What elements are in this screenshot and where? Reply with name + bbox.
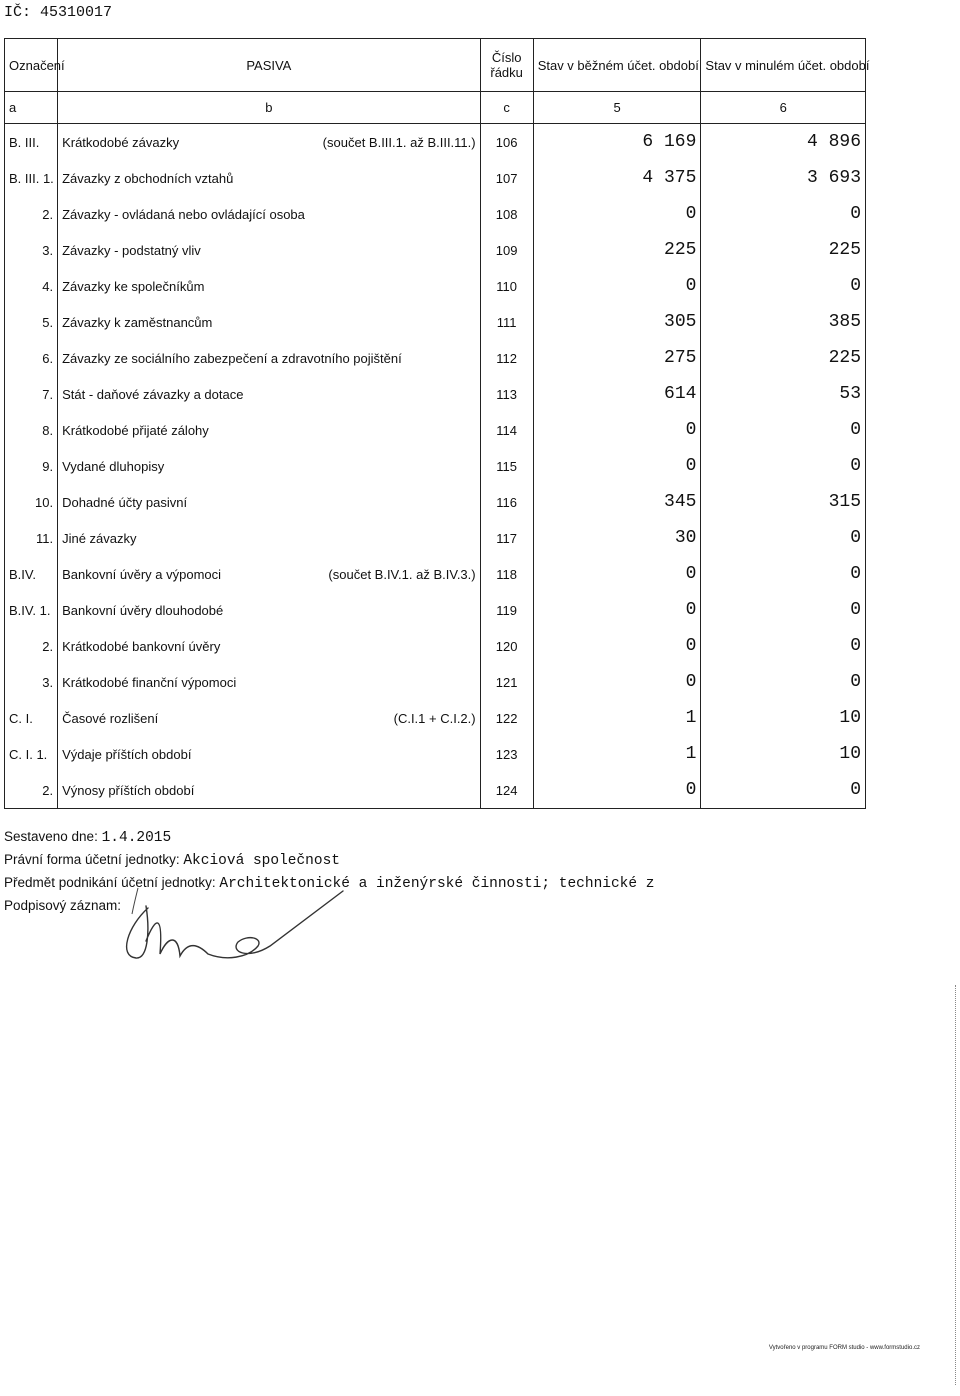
letter-code: a [5, 92, 58, 124]
row-code: C. I. [5, 700, 58, 736]
row-previous-value: 0 [701, 556, 866, 592]
row-previous-value: 10 [701, 700, 866, 736]
row-previous-value: 4 896 [701, 124, 866, 161]
row-label: Závazky k zaměstnancům [62, 314, 213, 330]
row-name [58, 520, 481, 556]
row-current-value: 0 [533, 268, 701, 304]
scan-edge-divider [955, 985, 957, 1385]
row-line-number: 116 [480, 484, 533, 520]
row-name [58, 340, 481, 376]
row-previous-value: 0 [701, 520, 866, 556]
row-label: Jiné závazky [62, 530, 137, 546]
row-line-number: 120 [480, 628, 533, 664]
table-row [5, 484, 866, 520]
row-name [58, 160, 481, 196]
row-current-value: 4 375 [533, 160, 701, 196]
row-label: Vydané dluhopisy [62, 458, 165, 474]
table-row [5, 124, 866, 161]
company-id: IČ: 45310017 [4, 4, 113, 21]
table-row [5, 160, 866, 196]
row-name [58, 484, 481, 520]
row-label: Krátkodobé závazky [62, 134, 180, 150]
table-row [5, 304, 866, 340]
row-name [58, 376, 481, 412]
row-line-number: 121 [480, 664, 533, 700]
liabilities-table [4, 38, 870, 809]
row-name [58, 664, 481, 700]
row-label: Krátkodobé finanční výpomoci [62, 674, 237, 690]
row-current-value: 345 [533, 484, 701, 520]
row-previous-value: 385 [701, 304, 866, 340]
row-current-value: 0 [533, 448, 701, 484]
row-code: 9. [5, 448, 58, 484]
row-current-value: 1 [533, 736, 701, 772]
row-label: Krátkodobé přijaté zálohy [62, 422, 209, 438]
row-previous-value: 0 [701, 628, 866, 664]
row-line-number: 118 [480, 556, 533, 592]
row-label: Výnosy příštích období [62, 782, 195, 798]
row-label: Závazky - ovládaná nebo ovládající osoba [62, 206, 305, 222]
table-row [5, 232, 866, 268]
row-current-value: 305 [533, 304, 701, 340]
row-label: Závazky ke společníkům [62, 278, 205, 294]
table-row [5, 628, 866, 664]
row-formula: (součet B.IV.1. až B.IV.3.) [328, 566, 476, 582]
row-current-value: 0 [533, 196, 701, 232]
row-label: Závazky z obchodních vztahů [62, 170, 234, 186]
row-code: B.IV. 1. [5, 592, 58, 628]
row-code: 10. [5, 484, 58, 520]
row-label: Závazky - podstatný vliv [62, 242, 201, 258]
row-code: 11. [5, 520, 58, 556]
row-line-number: 117 [480, 520, 533, 556]
row-code: 2. [5, 628, 58, 664]
row-current-value: 0 [533, 412, 701, 448]
header-code: Označení [5, 39, 58, 92]
row-name [58, 268, 481, 304]
table-row [5, 772, 866, 809]
row-current-value: 0 [533, 772, 701, 809]
table-row [5, 700, 866, 736]
business-value: Architektonické a inženýrské činnosti; technické z [219, 876, 655, 892]
table-row [5, 340, 866, 376]
row-line-number: 119 [480, 592, 533, 628]
row-code: B. III. [5, 124, 58, 161]
row-line-number: 106 [480, 124, 533, 161]
row-current-value: 1 [533, 700, 701, 736]
row-previous-value: 0 [701, 448, 866, 484]
row-code: 6. [5, 340, 58, 376]
row-line-number: 111 [480, 304, 533, 340]
row-code: 3. [5, 232, 58, 268]
table-row [5, 736, 866, 772]
row-label: Krátkodobé bankovní úvěry [62, 638, 221, 654]
row-previous-value: 0 [701, 772, 866, 809]
row-formula: (C.I.1 + C.I.2.) [393, 710, 476, 726]
legal-form-line [4, 849, 654, 872]
header-name: PASIVA [58, 39, 481, 92]
row-previous-value: 0 [701, 664, 866, 700]
row-code: 8. [5, 412, 58, 448]
header-previous-period: Stav v minulém účet. období [701, 39, 866, 92]
row-label: Výdaje příštích období [62, 746, 192, 762]
row-previous-value: 0 [701, 196, 866, 232]
header-current-period: Stav v běžném účet. období [533, 39, 701, 92]
row-current-value: 30 [533, 520, 701, 556]
business-label: Předmět podnikání účetní jednotky: [4, 875, 216, 890]
row-name [58, 628, 481, 664]
row-previous-value: 10 [701, 736, 866, 772]
row-line-number: 112 [480, 340, 533, 376]
row-code: C. I. 1. [5, 736, 58, 772]
row-name [58, 124, 481, 161]
table-row [5, 520, 866, 556]
header-line-number: Číslo řádku [480, 39, 533, 92]
date-value: 1.4.2015 [101, 830, 172, 846]
row-line-number: 110 [480, 268, 533, 304]
row-code: B.IV. [5, 556, 58, 592]
legal-form-label: Právní forma účetní jednotky: [4, 852, 180, 867]
table-row [5, 448, 866, 484]
row-current-value: 0 [533, 664, 701, 700]
row-previous-value: 315 [701, 484, 866, 520]
header-row [5, 39, 866, 92]
row-line-number: 122 [480, 700, 533, 736]
row-current-value: 6 169 [533, 124, 701, 161]
row-name [58, 448, 481, 484]
row-name [58, 232, 481, 268]
row-previous-value: 3 693 [701, 160, 866, 196]
row-line-number: 124 [480, 772, 533, 809]
row-name [58, 304, 481, 340]
row-line-number: 107 [480, 160, 533, 196]
row-line-number: 115 [480, 448, 533, 484]
row-previous-value: 0 [701, 412, 866, 448]
row-current-value: 0 [533, 556, 701, 592]
table-row [5, 412, 866, 448]
row-formula: (součet B.III.1. až B.III.11.) [322, 134, 476, 150]
row-label: Dohadné účty pasivní [62, 494, 188, 510]
row-line-number: 114 [480, 412, 533, 448]
row-label: Bankovní úvěry dlouhodobé [62, 602, 224, 618]
row-code: 3. [5, 664, 58, 700]
table-row [5, 592, 866, 628]
letter-previous: 6 [701, 92, 866, 124]
row-previous-value: 225 [701, 340, 866, 376]
table-row [5, 268, 866, 304]
row-name [58, 412, 481, 448]
row-line-number: 123 [480, 736, 533, 772]
table-row [5, 376, 866, 412]
row-label: Bankovní úvěry a výpomoci [62, 566, 222, 582]
row-label: Stát - daňové závazky a dotace [62, 386, 244, 402]
letter-name: b [58, 92, 481, 124]
row-previous-value: 0 [701, 268, 866, 304]
row-code: 4. [5, 268, 58, 304]
row-current-value: 614 [533, 376, 701, 412]
letter-line: c [480, 92, 533, 124]
row-name [58, 772, 481, 809]
row-current-value: 225 [533, 232, 701, 268]
row-line-number: 109 [480, 232, 533, 268]
row-current-value: 0 [533, 592, 701, 628]
row-name [58, 700, 481, 736]
row-name [58, 592, 481, 628]
column-letter-row [5, 92, 866, 124]
letter-current: 5 [533, 92, 701, 124]
row-previous-value: 225 [701, 232, 866, 268]
row-line-number: 108 [480, 196, 533, 232]
signature-label: Podpisový záznam: [4, 898, 122, 913]
row-line-number: 113 [480, 376, 533, 412]
row-code: 2. [5, 196, 58, 232]
row-label: Časové rozlišení [62, 710, 159, 726]
generator-credit: Vytvořeno v programu FORM studio - www.formstudio.cz [768, 1345, 920, 1351]
legal-form-value: Akciová společnost [183, 853, 340, 869]
table-row [5, 196, 866, 232]
row-name [58, 556, 481, 592]
row-current-value: 0 [533, 628, 701, 664]
table-row [5, 664, 866, 700]
row-name [58, 196, 481, 232]
row-code: 7. [5, 376, 58, 412]
row-code: 5. [5, 304, 58, 340]
row-code: B. III. 1. [5, 160, 58, 196]
handwritten-signature [108, 886, 348, 971]
row-current-value: 275 [533, 340, 701, 376]
table-row [5, 556, 866, 592]
row-name [58, 736, 481, 772]
row-previous-value: 53 [701, 376, 866, 412]
date-label: Sestaveno dne: [4, 829, 98, 844]
row-code: 2. [5, 772, 58, 809]
row-previous-value: 0 [701, 592, 866, 628]
date-line [4, 826, 654, 849]
row-label: Závazky ze sociálního zabezpečení a zdravotního pojištění [62, 350, 402, 366]
